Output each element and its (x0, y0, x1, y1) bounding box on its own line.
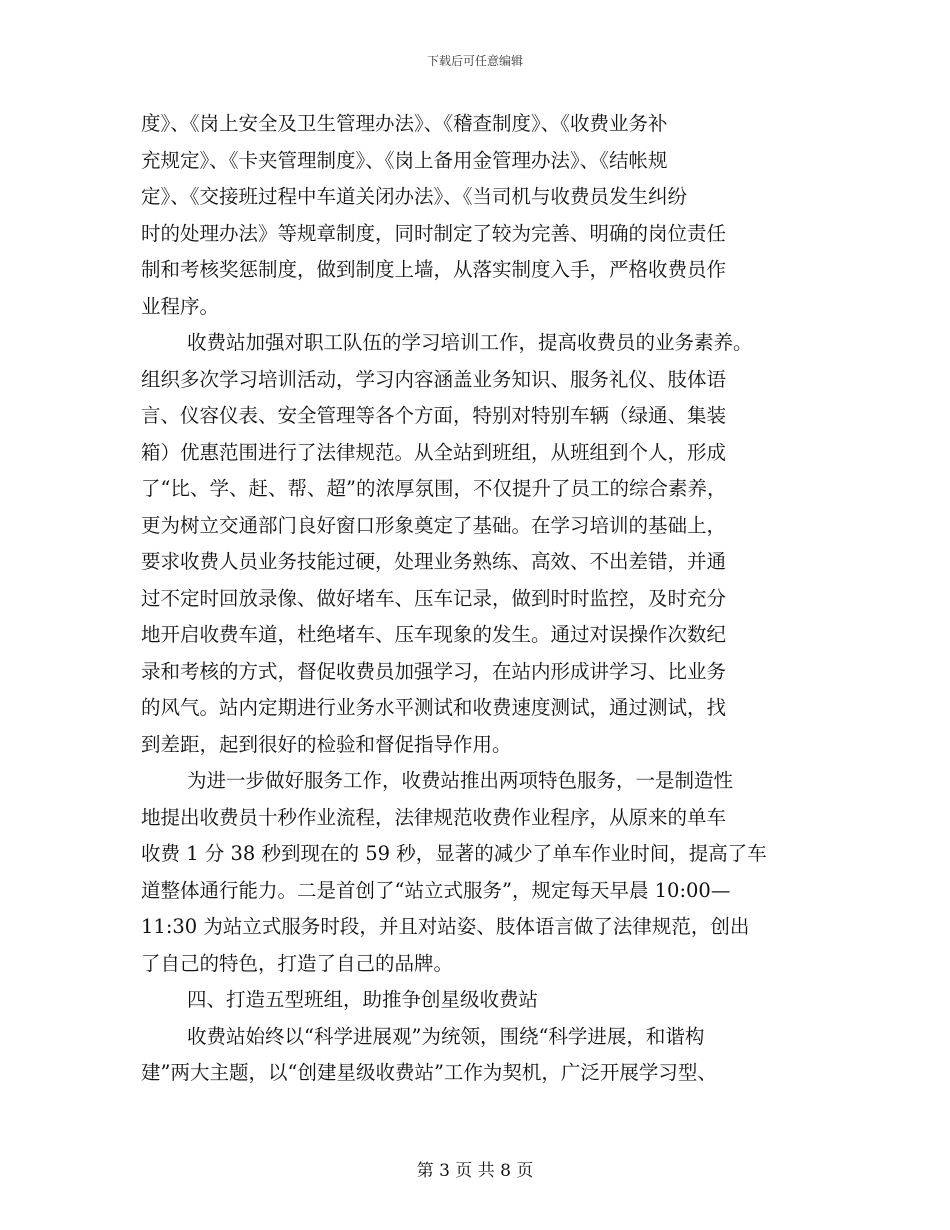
text-line: 11:30 为站立式服务时段，并且对站姿、肢体语言做了法律规范，创出 (141, 915, 750, 938)
text-line: 的风气。站内定期进行业务水平测试和收费速度测试，通过测试，找 (141, 696, 727, 719)
text-line: 业程序。 (141, 294, 220, 318)
document-body (141, 106, 811, 1092)
page-header-note: 下载后可任意编辑 (426, 54, 523, 68)
text-line: 了“比、学、赶、帮、超”的浓厚氛围，不仅提升了员工的综合素养， (141, 477, 727, 500)
paragraph-first-line: 收费站加强对职工队伍的学习培训工作，提高收费员的业务素养。 (187, 331, 753, 354)
text-line: 建”两大主题，以“创建星级收费站”工作为契机，广泛开展学习型、 (141, 1061, 717, 1084)
text-line: 度》、《岗上安全及卫生管理办法》、《稽查制度》、《收费业务补 (141, 112, 668, 135)
text-line: 录和考核的方式，督促收费员加强学习，在站内形成讲学习、比业务 (141, 659, 727, 683)
text-line: 充规定》、《卡夹管理制度》、《岗上备用金管理办法》、《结帐规 (141, 148, 668, 172)
text-line: 了自己的特色，打造了自己的品牌。 (141, 951, 454, 975)
section-heading: 四、打造五型班组，助推争创星级收费站 (187, 988, 539, 1011)
text-line: 收费 1 分 38 秒到现在的 59 秒，显著的减少了单车作业时间，提高了车 (141, 842, 767, 865)
text-line: 箱）优惠范围进行了法律规范。从全站到班组，从班组到个人，形成 (141, 440, 727, 464)
paragraph-first-line: 为进一步做好服务工作，收费站推出两项特色服务，一是制造性 (187, 769, 734, 792)
text-line: 过不定时回放录像、做好堵车、压车记录，做到时时监控，及时充分 (141, 586, 727, 610)
text-line: 道整体通行能力。二是首创了“站立式服务”，规定每天早晨 10:00— (141, 878, 731, 902)
text-line: 到差距，起到很好的检验和督促指导作用。 (141, 732, 512, 756)
text-line: 更为树立交通部门良好窗口形象奠定了基础。在学习培训的基础上， (141, 513, 727, 537)
text-line: 制和考核奖惩制度，做到制度上墙，从落实制度入手，严格收费员作 (141, 258, 727, 281)
text-line: 时的处理办法》等规章制度，同时制定了较为完善、明确的岗位责任 (141, 221, 727, 245)
page-number-footer: 第 3 页 共 8 页 (416, 1161, 534, 1181)
text-line: 组织多次学习培训活动，学习内容涵盖业务知识、服务礼仪、肢体语 (141, 367, 727, 391)
text-line: 地开启收费车道，杜绝堵车、压车现象的发生。通过对误操作次数纪 (141, 623, 727, 646)
paragraph-first-line: 收费站始终以“科学进展观”为统领，围绕“科学进展，和谐构 (187, 1024, 705, 1048)
text-line: 定》、《交接班过程中车道关闭办法》、《当司机与收费员发生纠纷 (141, 185, 688, 208)
text-line: 言、仪容仪表、安全管理等各个方面，特别对特别车辆（绿通、集装 (141, 404, 727, 427)
text-line: 要求收费人员业务技能过硬，处理业务熟练、高效、不出差错，并通 (141, 550, 727, 573)
text-line: 地提出收费员十秒作业流程，法律规范收费作业程序，从原来的单车 (141, 805, 727, 829)
